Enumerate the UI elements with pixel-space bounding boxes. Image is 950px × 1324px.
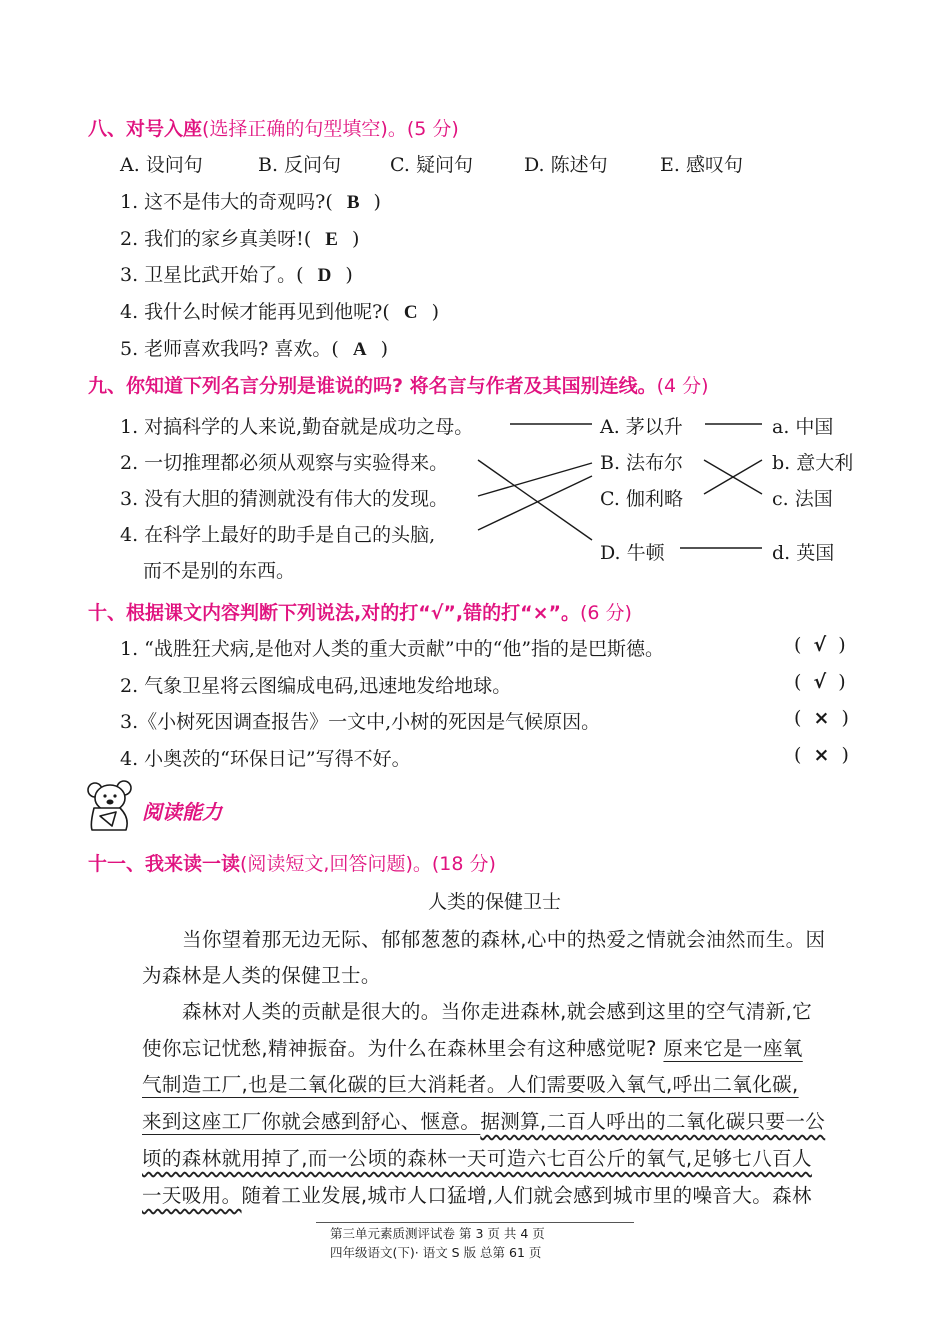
s10-item: 3.《小树死因调查报告》一文中,小树的死因是气候原因。 — [120, 711, 601, 733]
paragraph-line — [142, 1143, 812, 1171]
koala-icon — [86, 778, 138, 834]
check-mark: √ — [813, 671, 827, 693]
option-e: E. 感叹句 — [660, 154, 743, 176]
quote-1: 1. 对搞科学的人来说,勤奋就是成功之母。 — [120, 416, 474, 438]
s8-answer: A — [352, 339, 367, 360]
s10-mark-box: ( √ ) — [794, 671, 846, 693]
quote-3: 3. 没有大胆的猜测就没有伟大的发现。 — [120, 488, 449, 510]
option-a: A. 设问句 — [120, 154, 203, 176]
s8-item: 5. 老师喜欢我吗? 喜欢。( A ) — [120, 338, 389, 360]
wavy-underlined-text: 据测算,二百人呼出的二氧化碳只要一公 — [480, 1110, 826, 1133]
option-d: D. 陈述句 — [524, 154, 608, 176]
author-d: D. 牛顿 — [600, 542, 665, 564]
underlined-text: 原来它是一座氧 — [663, 1037, 803, 1060]
country-a: a. 中国 — [772, 416, 834, 438]
paragraph-line — [142, 1069, 799, 1097]
s8-item: 4. 我什么时候才能再见到他呢?( C ) — [120, 301, 439, 323]
author-c: C. 伽利略 — [600, 488, 683, 510]
s10-item: 4. 小奥茨的“环保日记”写得不好。 — [120, 748, 411, 770]
s8-item: 3. 卫星比武开始了。( D ) — [120, 264, 353, 286]
quote-4: 4. 在科学上最好的助手是自己的头脑, — [120, 524, 436, 546]
s8-answer: B — [346, 192, 360, 213]
matching-lines — [0, 0, 950, 600]
match-line — [478, 463, 592, 496]
footer-line1: 第三单元素质测评试卷 第 3 页 共 4 页 — [330, 1226, 545, 1241]
s8-item: 1. 这不是伟大的奇观吗?( B ) — [120, 191, 381, 213]
s10-mark-box: ( × ) — [794, 744, 849, 766]
section10-heading: 十、根据课文内容判断下列说法,对的打“√”,错的打“×”。(6 分) — [88, 602, 632, 624]
footer-line2: 四年级语文(下)· 语文 S 版 总第 61 页 — [330, 1245, 542, 1260]
option-b: B. 反问句 — [258, 154, 342, 176]
cross-mark: × — [813, 707, 830, 729]
section8-heading: 八、对号入座(选择正确的句型填空)。(5 分) — [88, 118, 459, 140]
country-c: c. 法国 — [772, 488, 833, 510]
country-d: d. 英国 — [772, 542, 835, 564]
footer-rule — [316, 1222, 634, 1223]
section11-heading: 十一、我来读一读(阅读短文,回答问题)。(18 分) — [88, 853, 496, 875]
s8-answer: D — [317, 265, 332, 286]
paragraph-line: 为森林是人类的保健卫士。 — [142, 964, 381, 987]
section9-heading: 九、你知道下列名言分别是谁说的吗? 将名言与作者及其国别连线。(4 分) — [88, 375, 709, 397]
underlined-text: 来到这座工厂你就会感到舒心、惬意。 — [142, 1110, 481, 1133]
wavy-underlined-text: 顷的森林就用掉了,而一公顷的森林一天可造六七百公斤的氧气,足够七八百人 — [142, 1147, 812, 1170]
article-title: 人类的保健卫士 — [428, 891, 562, 913]
option-c: C. 疑问句 — [390, 154, 473, 176]
paragraph-line: 森林对人类的贡献是很大的。当你走进森林,就会感到这里的空气清新,它 — [182, 1000, 813, 1023]
paragraph-line: 当你望着那无边无际、郁郁葱葱的森林,心中的热爱之情就会油然而生。因 — [182, 928, 826, 951]
s10-item: 2. 气象卫星将云图编成电码,迅速地发给地球。 — [120, 675, 512, 697]
underlined-text: 气制造工厂,也是二氧化碳的巨大消耗者。人们需要吸入氧气,呼出二氧化碳, — [142, 1073, 799, 1096]
check-mark: √ — [813, 634, 827, 656]
reading-banner: 阅读能力 — [142, 800, 222, 824]
s8-answer: E — [325, 229, 338, 250]
s10-mark-box: ( × ) — [794, 707, 849, 729]
paragraph-line: 一天吸用。随着工业发展,城市人口猛增,人们就会感到城市里的噪音大。森林 — [142, 1184, 812, 1207]
paragraph-line — [142, 1106, 825, 1134]
author-b: B. 法布尔 — [600, 452, 684, 474]
country-b: b. 意大利 — [772, 452, 854, 474]
match-line — [478, 476, 592, 530]
quote-4-cont: 而不是别的东西。 — [143, 560, 296, 582]
s10-item: 1. “战胜狂犬病,是他对人类的重大贡献”中的“他”指的是巴斯德。 — [120, 638, 665, 660]
quote-2: 2. 一切推理都必须从观察与实验得来。 — [120, 452, 449, 474]
s8-item: 2. 我们的家乡真美呀!( E ) — [120, 228, 360, 250]
cross-mark: × — [813, 744, 830, 766]
s8-answer: C — [403, 302, 418, 323]
author-a: A. 茅以升 — [600, 416, 683, 438]
match-line — [478, 460, 592, 540]
s10-mark-box: ( √ ) — [794, 634, 846, 656]
wavy-underlined-text: 一天吸用。 — [142, 1184, 242, 1207]
paragraph-line: 使你忘记忧愁,精神振奋。为什么在森林里会有这种感觉呢? 原来它是一座氧 — [142, 1037, 803, 1060]
